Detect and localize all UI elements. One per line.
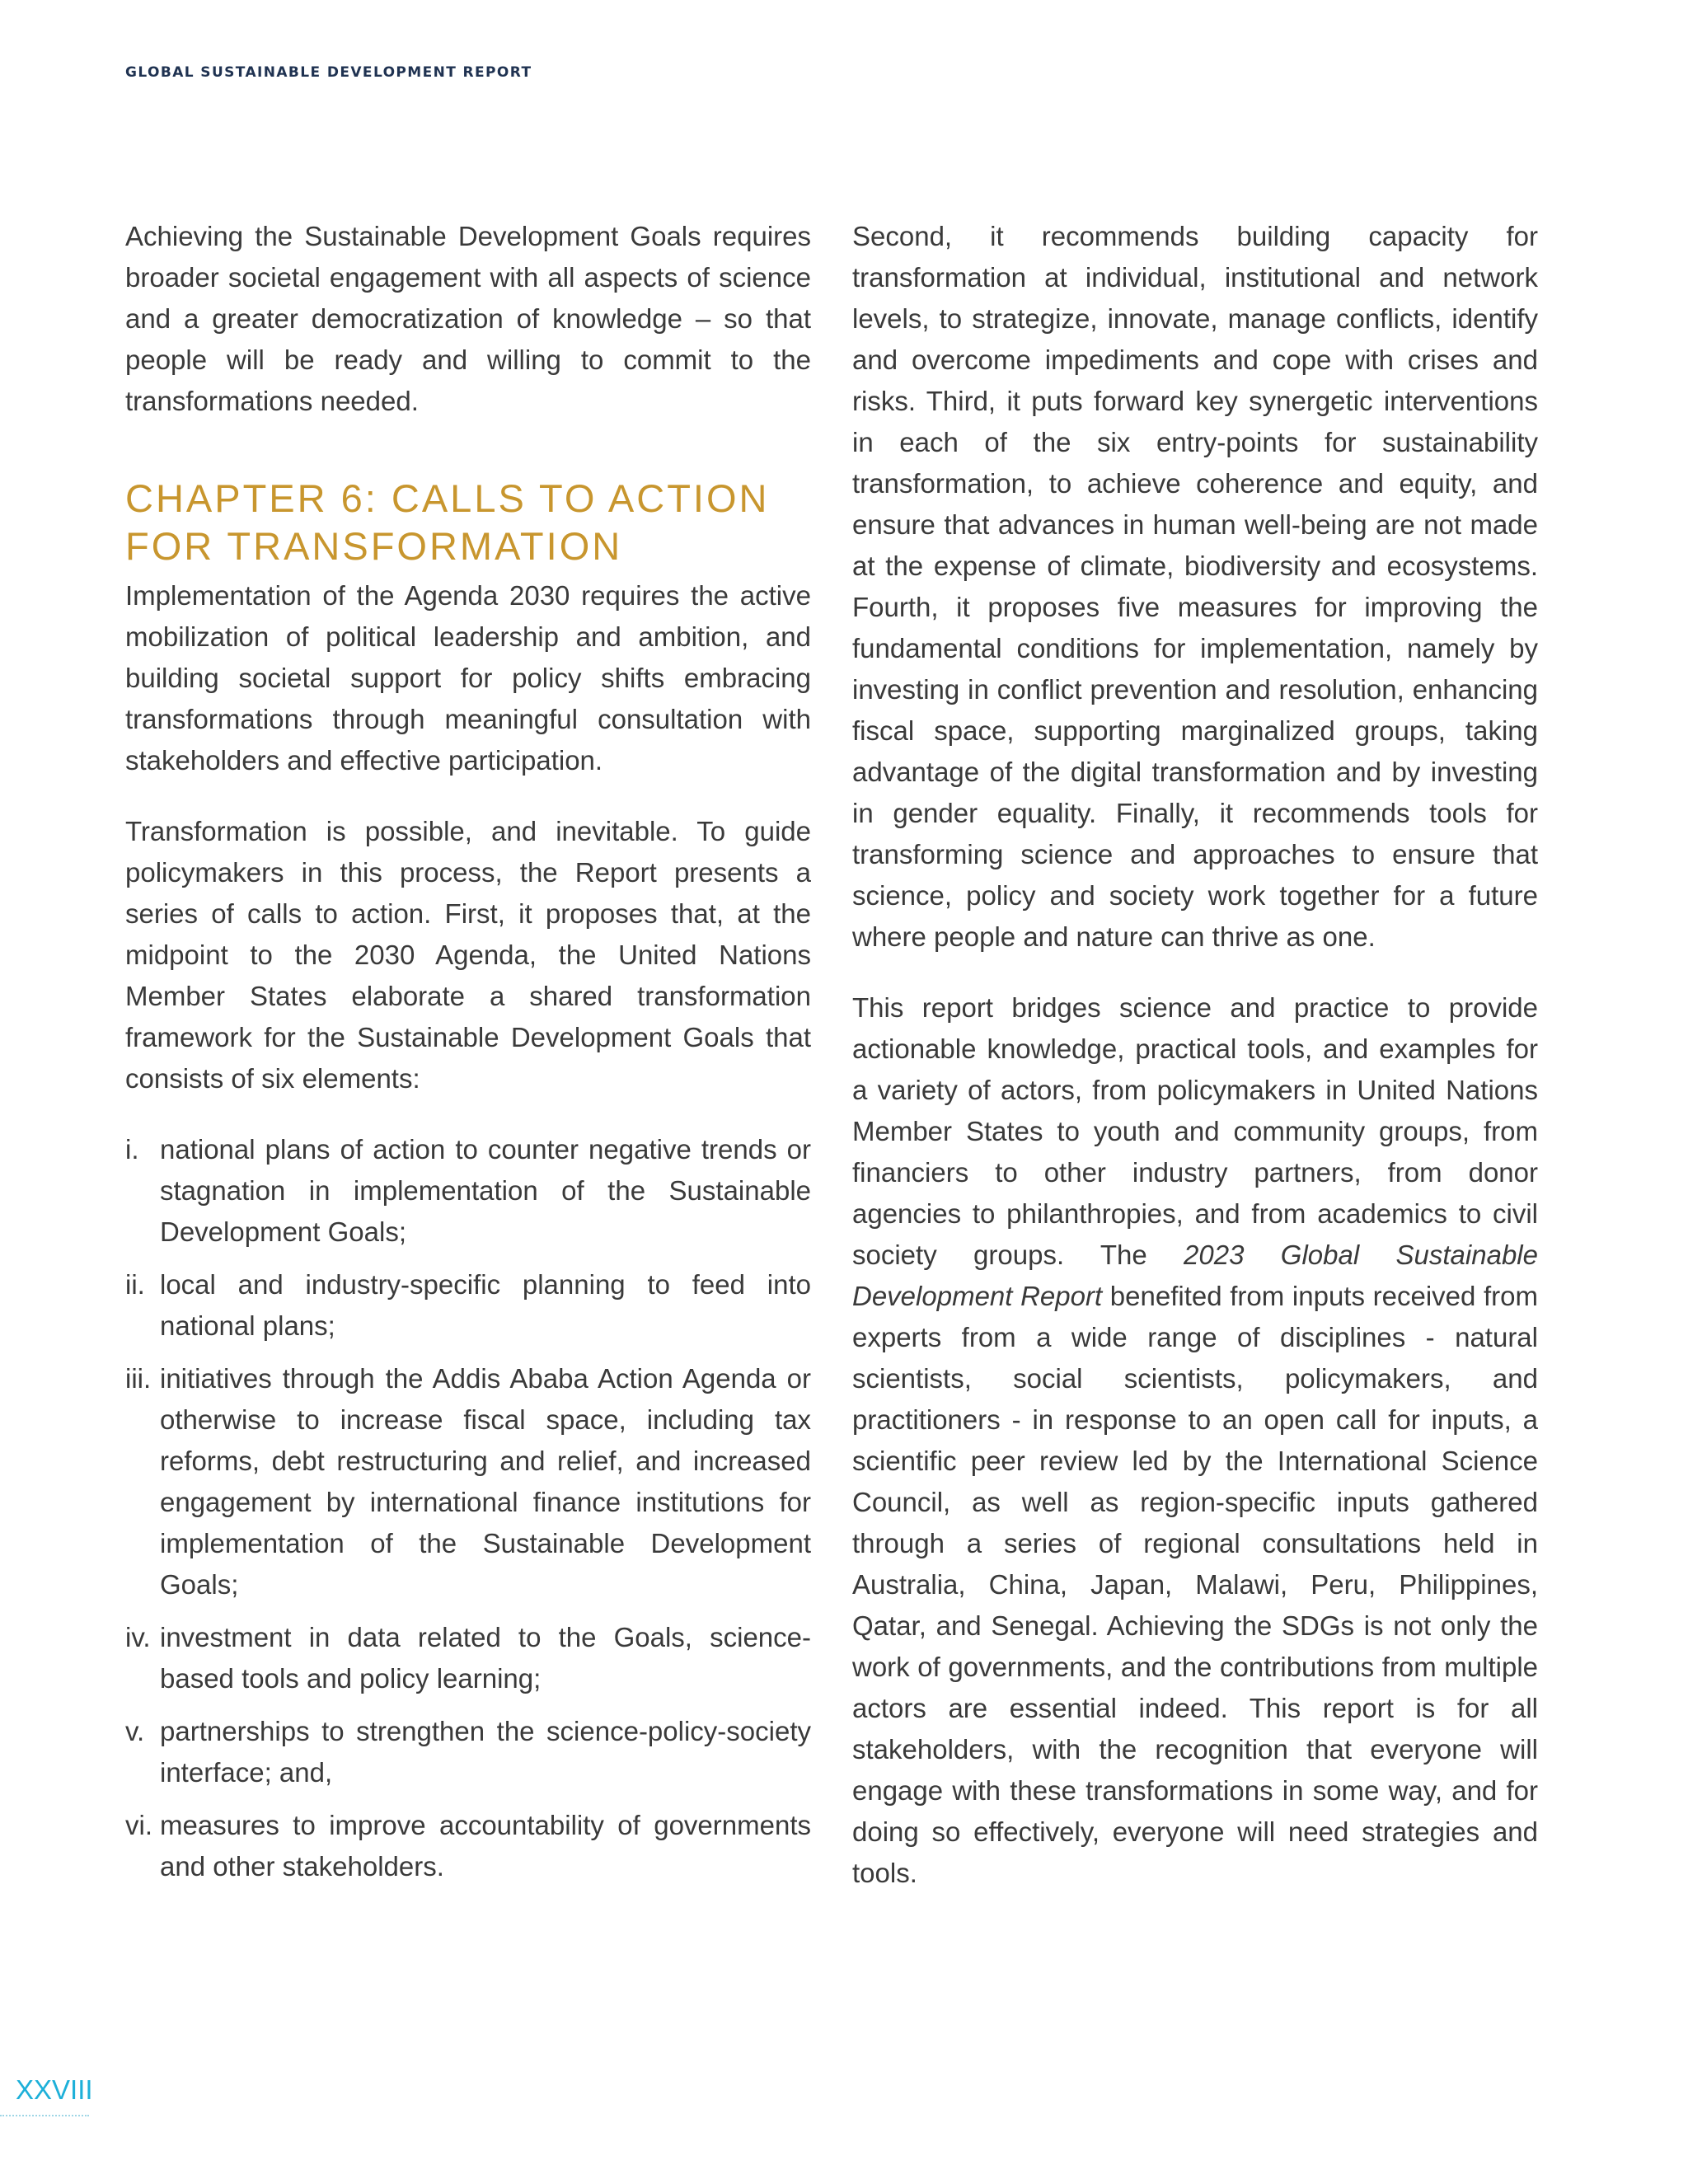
- chapter-title-line-2: FOR TRANSFORMATION: [125, 524, 623, 568]
- list-item: [125, 1617, 811, 1699]
- transformation-paragraph: Transformation is possible, and inevitable. To guide policymakers in this process, the Report presents a series of calls to action. First, it proposes that, at the midpoint to the 2030 Agenda, the United Nations Member States elaborate a shared transformation framework for the Sustainable Development Goals that consists of six elements:: [125, 816, 811, 1094]
- list-item-number: i.: [125, 1134, 139, 1165]
- list-item-text: partnerships to strengthen the science-policy-society interface; and,: [160, 1716, 811, 1788]
- left-column: [125, 216, 811, 1899]
- list-item-text: national plans of action to counter negative trends or stagnation in implementation of the Sustainable Development Goals;: [160, 1134, 811, 1247]
- report-overview-text-2: benefited from inputs received from experts from a wide range of disciplines - natural scientists, social scientists, policymakers, and practitioners - in response to an open call for inputs, a scientific peer review led by the International Science Council, as well as region-specific inputs gathered through a series of regional consultations held in Australia, China, Japan, Malawi, Peru, Philippines, Qatar, and Senegal. Achieving the SDGs is not only the work of governments, and the contributions from multiple actors are essential indeed. This report is for all stakeholders, with the recognition that everyone will engage with these transformations in some way, and for doing so effectively, everyone will need strategies and tools.: [852, 1281, 1539, 1888]
- running-header: GLOBAL SUSTAINABLE DEVELOPMENT REPORT: [125, 64, 532, 81]
- report-title: 2023 Global Sustainable Development Report: [852, 1240, 1538, 1311]
- implementation-paragraph: Implementation of the Agenda 2030 requires the active mobilization of political leadership and ambition, and building societal support for policy shifts embracing transformations through meaningful consultation with stakeholders and effective participation.: [125, 580, 811, 776]
- report-overview-paragraph: [852, 987, 1538, 1894]
- list-item: [125, 1805, 811, 1887]
- framework-elements-list: [125, 1129, 811, 1887]
- list-item-text: local and industry-specific planning to feed into national plans;: [160, 1269, 811, 1341]
- list-item-number: iii.: [125, 1363, 152, 1394]
- page-number: XXVIII: [16, 2074, 93, 2105]
- report-overview-text-1: This report bridges science and practice to provide actionable knowledge, practical tools, and examples for a variety of actors, from policymakers in United Nations Member States to youth and community groups, from financiers to other industry partners, from donor agencies to philanthropies, and from academics to civil society groups. The: [852, 992, 1538, 1270]
- chapter-title: [125, 475, 811, 570]
- list-item: [125, 1264, 811, 1347]
- list-item-number: vi.: [125, 1810, 152, 1840]
- list-item-text: investment in data related to the Goals, science-based tools and policy learning;: [160, 1622, 811, 1694]
- list-item: [125, 1711, 811, 1793]
- list-item-text: initiatives through the Addis Ababa Action Agenda or otherwise to increase fiscal space, including tax reforms, debt restructuring and relief, and increased engagement by international finance institutions for implementation of the Sustainable Development Goals;: [160, 1363, 811, 1600]
- chapter-title-line-1: CHAPTER 6: CALLS TO ACTION: [125, 476, 770, 520]
- list-item-number: iv.: [125, 1622, 151, 1652]
- list-item-text: measures to improve accountability of governments and other stakeholders.: [160, 1810, 811, 1882]
- page-number-rule: [0, 2115, 89, 2116]
- list-item: [125, 1129, 811, 1253]
- list-item: [125, 1358, 811, 1605]
- calls-to-action-paragraph: Second, it recommends building capacity for transformation at individual, institutional and network levels, to strategize, innovate, manage conflicts, identify and overcome impediments and cope with crises and risks. Third, it puts forward key synergetic interventions in each of the six entry-points for sustainability transformation, to achieve coherence and equity, and ensure that advances in human well-being are not made at the expense of climate, biodiversity and ecosystems. Fourth, it proposes five measures for improving the fundamental conditions for implementation, namely by investing in conflict prevention and resolution, enhancing fiscal space, supporting marginalized groups, taking advantage of the digital transformation and by investing in gender equality. Finally, it recommends tools for transforming science and approaches to ensure that science, policy and society work together for a future where people and nature can thrive as one.: [852, 221, 1538, 952]
- intro-paragraph: Achieving the Sustainable Development Goals requires broader societal engagement with all aspects of science and a greater democratization of knowledge – so that people will be ready and willing to commit to the transformations needed.: [125, 221, 811, 416]
- list-item-number: ii.: [125, 1269, 145, 1300]
- list-item-number: v.: [125, 1716, 145, 1746]
- right-column: [852, 216, 1538, 1894]
